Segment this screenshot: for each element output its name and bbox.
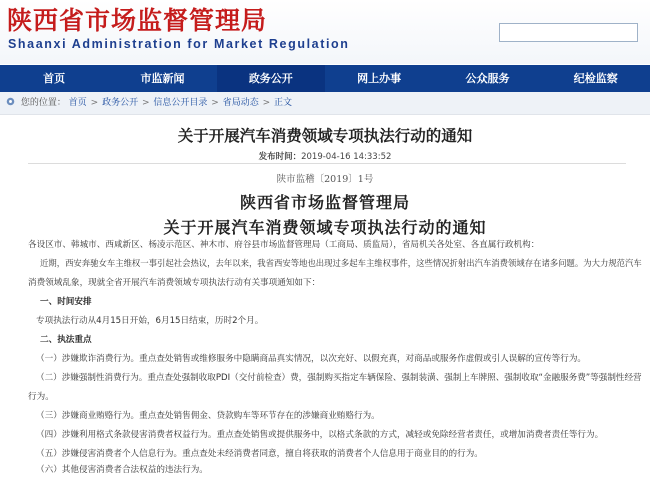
- schedule-text: 专项执法行动从4月15日开始，6月15日结束，历时2个月。: [36, 316, 264, 326]
- publish-time-label: 发布时间：: [258, 152, 302, 162]
- site-logo-english: Shaanxi Administration for Market Regulation: [8, 37, 350, 51]
- nav-item-online-services[interactable]: 网上办事: [357, 72, 402, 85]
- breadcrumb: [0, 92, 650, 115]
- document-title: 关于开展汽车消费领域专项执法行动的通知: [163, 218, 487, 237]
- site-header: [0, 0, 650, 64]
- document-number: 陕市监稽〔2019〕1号: [276, 174, 374, 185]
- breadcrumb-bureau-news[interactable]: 省局动态: [222, 98, 259, 108]
- nav-item-news[interactable]: 市监新闻: [140, 72, 185, 85]
- location-icon: [6, 97, 15, 106]
- breadcrumb-separator: >: [262, 98, 271, 108]
- section-heading-schedule: 一、时间安排: [40, 297, 92, 307]
- intro-paragraph-cont: 消费领域乱象，现就全省开展汽车消费领域专项执法行动有关事项通知如下：: [28, 278, 321, 288]
- intro-paragraph: 近期，西安奔驰女车主维权一事引起社会热议，去年以来，我省西安等地也出现过多起车主维权事件，这些情况折射出汽车消费领域存在诸多问题。为大力规范汽车: [40, 259, 642, 269]
- site-logo[interactable]: 陕西省市场监督管理局: [7, 6, 268, 35]
- nav-item-home[interactable]: 首页: [43, 72, 66, 85]
- breadcrumb-separator: >: [90, 98, 99, 108]
- focus-item-3: （三）涉嫌商业贿赂行为。重点查处销售佣金、贷款购车等环节存在的涉嫌商业贿赂行为。: [36, 411, 380, 421]
- search-box: [499, 23, 638, 42]
- title-divider: [28, 163, 626, 164]
- breadcrumb-home[interactable]: 首页: [68, 98, 87, 108]
- focus-item-1: （一）涉嫌欺诈消费行为。重点查处销售或维修服务中隐瞒商品真实情况，以次充好、以假充真，对商品或服务作虚假或引人误解的宣传等行为。: [36, 354, 587, 364]
- article-title: 关于开展汽车消费领域专项执法行动的通知: [177, 127, 473, 145]
- focus-item-5: （五）涉嫌侵害消费者个人信息行为。重点查处未经消费者同意，擅自将获取的消费者个人信息用于商业目的的行为。: [36, 449, 483, 459]
- publish-time: [0, 150, 650, 162]
- issuing-organization: 陕西省市场监督管理局: [239, 193, 410, 212]
- breadcrumb-current[interactable]: 正文: [274, 98, 293, 108]
- focus-item-6: （六）其他侵害消费者合法权益的违法行为。: [36, 465, 208, 475]
- breadcrumb-gov-affairs[interactable]: 政务公开: [102, 98, 139, 108]
- focus-item-2: （二）涉嫌强制性消费行为。重点查处强制收取PDI（交付前检查）费，强制购买指定车辆保险、强制装潢、强制上车牌照、强制收取“金融服务费”等强制性经营: [36, 373, 642, 383]
- article-content: [0, 116, 650, 475]
- nav-item-gov-affairs[interactable]: 政务公开: [217, 65, 325, 92]
- nav-item-public-services[interactable]: 公众服务: [465, 72, 510, 85]
- search-input[interactable]: [500, 28, 637, 45]
- nav-item-discipline[interactable]: 纪检监察: [573, 72, 618, 85]
- focus-item-2-cont: 行为。: [28, 392, 54, 402]
- breadcrumb-separator: >: [211, 98, 219, 108]
- focus-item-4: （四）涉嫌利用格式条款侵害消费者权益行为。重点查处销售或提供服务中，以格式条款的方式，减轻或免除经营者责任，或增加消费者责任等行为。: [36, 430, 604, 440]
- breadcrumb-separator: >: [141, 98, 150, 108]
- publish-time-value: 2019-04-16 14:33:52: [301, 152, 392, 162]
- breadcrumb-info-directory[interactable]: 信息公开目录: [153, 98, 208, 108]
- main-nav: [0, 65, 650, 92]
- section-heading-focus: 二、执法重点: [40, 335, 92, 345]
- recipients: 各设区市、韩城市、西咸新区、杨凌示范区、神木市、府谷县市场监督管理局（工商局、质监局），省局机关各处室、各直属行政机构：: [28, 240, 540, 250]
- breadcrumb-prefix: 您的位置：: [20, 98, 66, 108]
